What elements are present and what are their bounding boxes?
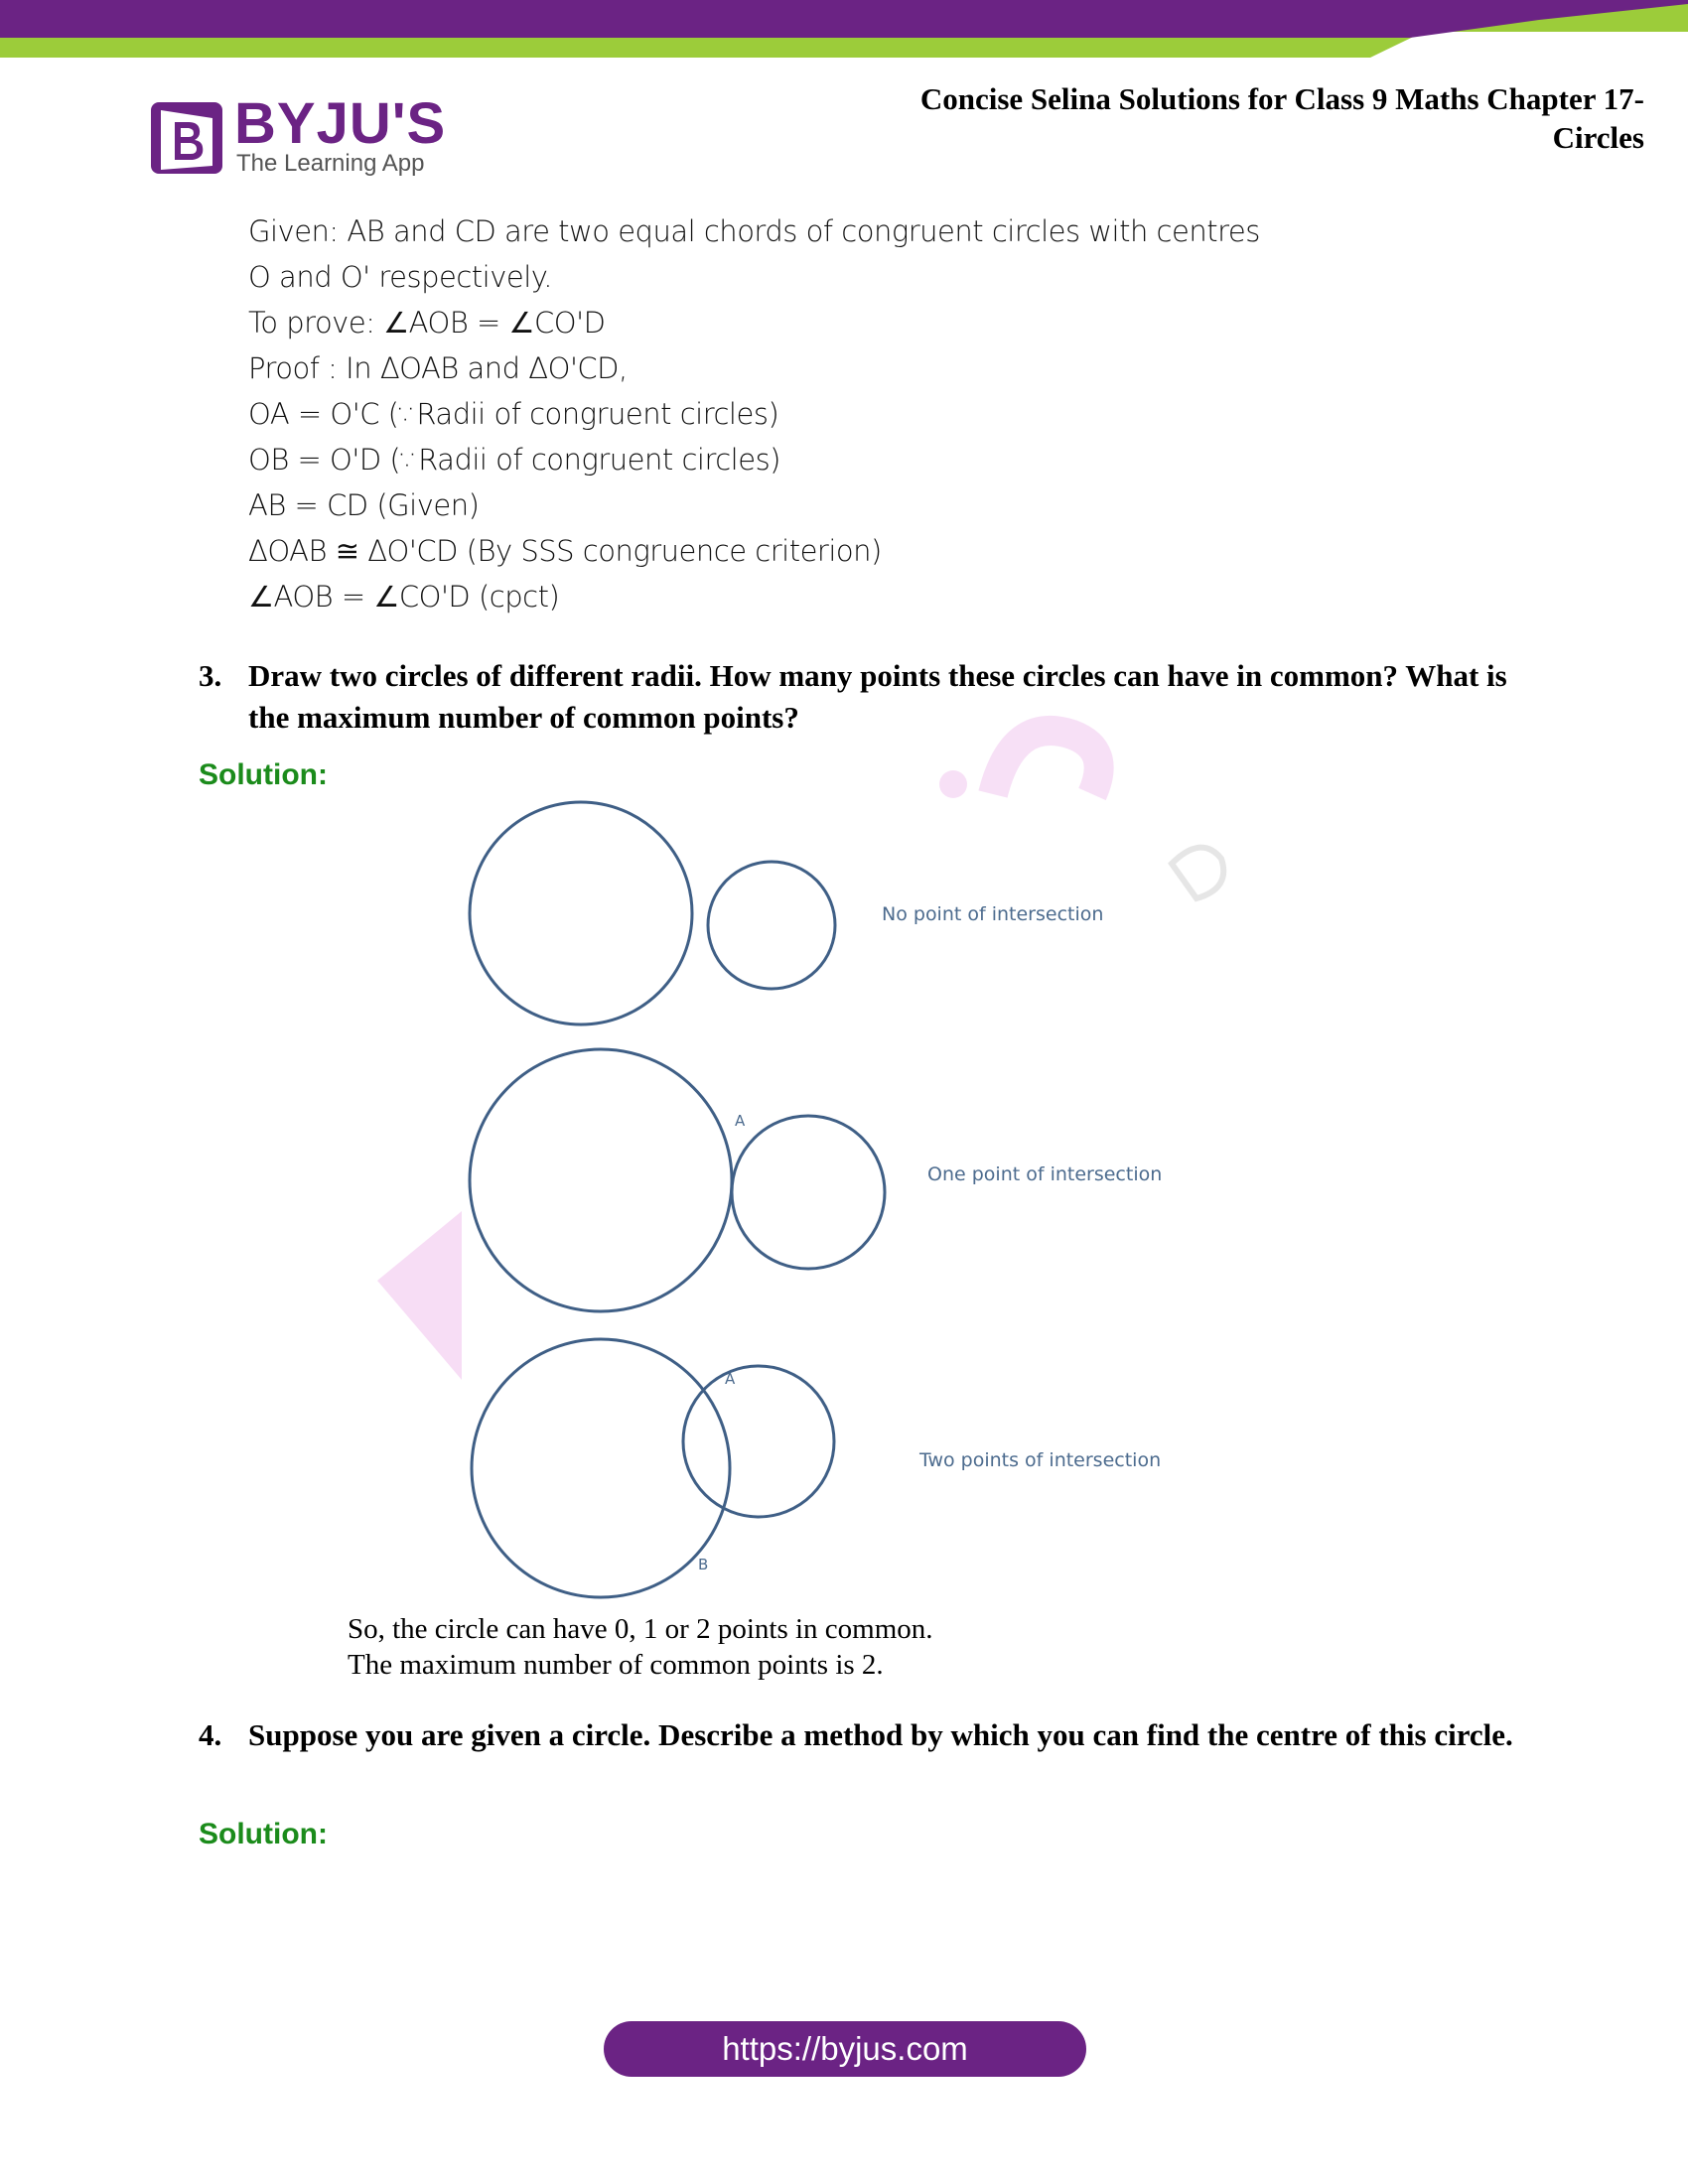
point-a-one-intersection: A — [735, 1112, 746, 1130]
question-3-text: Draw two circles of different radii. How many points these circles can have in common? What is the maximum number of common points? — [248, 658, 1507, 735]
proof-line-oa: OA = O'C (∵Radii of congruent circles) — [248, 397, 779, 431]
label-two-points-intersection: Two points of intersection — [919, 1449, 1162, 1471]
circle-small-two-intersections — [683, 1366, 834, 1517]
question-3 — [199, 655, 1549, 739]
circle-small-no-intersection — [708, 862, 835, 989]
document-title-line2: Circles — [1552, 120, 1644, 155]
top-decorative-band — [0, 0, 1688, 60]
proof-line-to-prove: To prove: ∠AOB = ∠CO'D — [248, 306, 606, 340]
proof-line-proof: Proof : In ΔOAB and ΔO'CD, — [248, 351, 628, 385]
solution-label-q4: Solution: — [199, 1818, 328, 1850]
question-4 — [199, 1714, 1549, 1756]
proof-block — [248, 208, 1440, 619]
footer-url-link[interactable]: https://byjus.com — [604, 2021, 1086, 2077]
answer-line2: The maximum number of common points is 2. — [348, 1649, 884, 1681]
document-title-line1: Concise Selina Solutions for Class 9 Maths Chapter 17- — [919, 81, 1644, 116]
solution-label-q3: Solution: — [199, 758, 328, 791]
question-4-text: Suppose you are given a circle. Describe a method by which you can find the centre of this circle. — [248, 1717, 1513, 1752]
proof-line-congruence: ΔOAB ≅ ΔO'CD (By SSS congruence criterion) — [248, 534, 882, 568]
question-4-number: 4. — [199, 1717, 222, 1752]
logo-tagline: The Learning App — [236, 150, 425, 177]
logo-wordmark: BYJU'S — [234, 91, 447, 156]
label-one-point-intersection: One point of intersection — [927, 1163, 1163, 1185]
circle-small-one-intersection — [732, 1116, 885, 1269]
answer-line1: So, the circle can have 0, 1 or 2 points in common. — [348, 1613, 933, 1645]
question-3-number: 3. — [199, 658, 222, 693]
proof-line-ab: AB = CD (Given) — [248, 488, 480, 522]
label-no-point-intersection: No point of intersection — [882, 903, 1104, 925]
byjus-logo[interactable] — [149, 91, 447, 180]
document-title — [751, 79, 1644, 157]
point-b-two-intersections: B — [698, 1556, 709, 1573]
proof-line-given: Given: AB and CD are two equal chords of congruent circles with centres — [248, 214, 1260, 248]
answer-text — [348, 1611, 933, 1683]
circles-figure-svg — [437, 784, 1251, 1608]
byjus-b-logo-icon — [149, 100, 224, 176]
circle-large-two-intersections — [472, 1339, 730, 1597]
proof-line-centres: O and O' respectively. — [248, 260, 553, 294]
circle-large-one-intersection — [470, 1049, 732, 1311]
proof-line-ob: OB = O'D (∵Radii of congruent circles) — [248, 443, 780, 477]
proof-line-cpct: ∠AOB = ∠CO'D (cpct) — [248, 580, 560, 614]
point-a-two-intersections: A — [725, 1370, 736, 1388]
circle-large-no-intersection — [470, 802, 692, 1024]
circles-figure — [437, 784, 1251, 1608]
